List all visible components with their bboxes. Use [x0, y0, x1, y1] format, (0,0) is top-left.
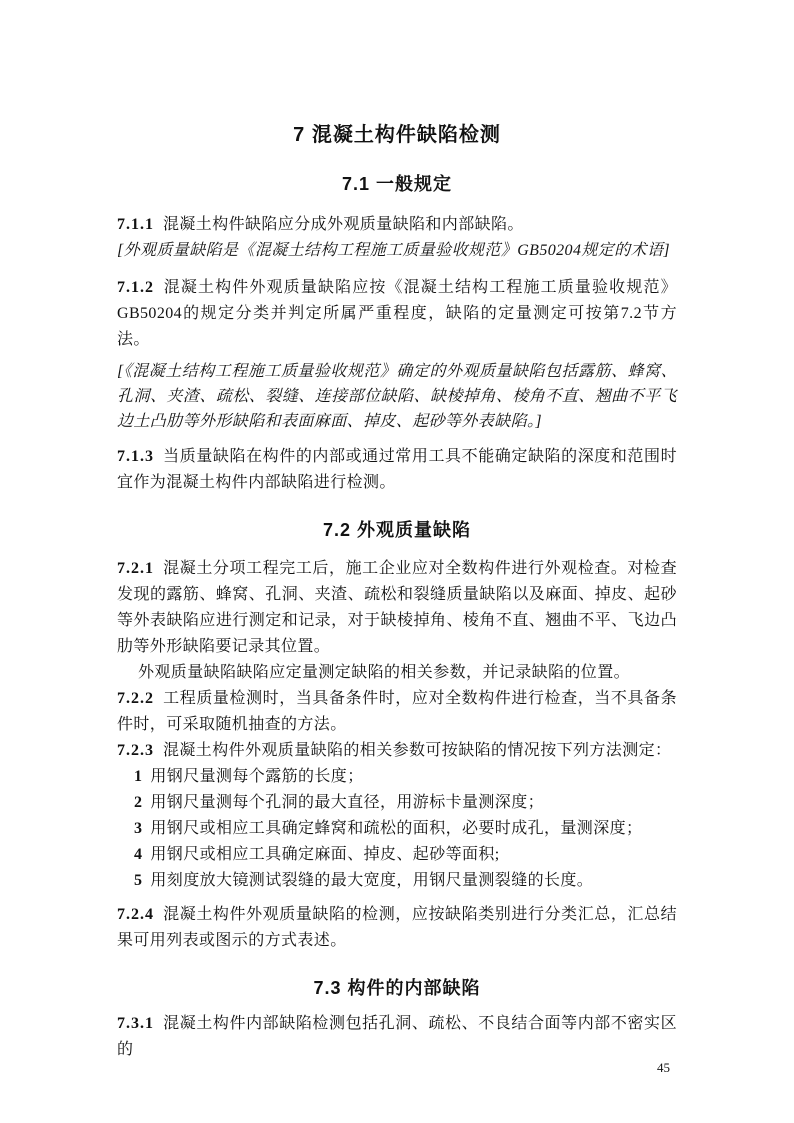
- clause-note-7-1-2: [《混凝土结构工程施工质量验收规范》确定的外观质量缺陷包括露筋、蜂窝、孔洞、夹渣、疏松、裂缝、连接部位缺陷、缺棱掉角、棱角不直、翘曲不平飞边土凸肋等外形缺陷和表面麻面、掉皮、起砂等外表缺陷。]: [117, 363, 677, 430]
- clause-7-2-1-subparagraph: 外观质量缺陷缺陷应定量测定缺陷的相关参数，并记录缺陷的位置。: [138, 664, 631, 681]
- clause-7-1-3: [117, 444, 677, 496]
- method-item-1: [117, 764, 677, 790]
- clause-text: 混凝土分项工程完工后，施工企业应对全数构件进行外观检查。对检查发现的露筋、蜂窝、孔洞、夹渣、疏松和裂缝质量缺陷以及麻面、掉皮、起砂等外表缺陷应进行测定和记录，对于缺棱掉角、棱角不直、翘曲不平、飞边凸肋等外形缺陷要记录其位置。: [117, 560, 677, 655]
- page-number: 45: [657, 1060, 670, 1075]
- clause-text: 混凝土构件缺陷应分成外观质量缺陷和内部缺陷。: [163, 216, 524, 233]
- chapter-title: 7 混凝土构件缺陷检测: [293, 124, 501, 146]
- clause-7-1-2: [117, 275, 677, 353]
- clause-number: 7.1.1: [117, 216, 154, 233]
- clause-text: 当质量缺陷在构件的内部或通过常用工具不能确定缺陷的深度和范围时宜作为混凝土构件内部缺陷进行检测。: [117, 448, 677, 491]
- clause-7-2-4: [117, 902, 677, 954]
- item-text: 用钢尺量测每个露筋的长度；: [150, 768, 364, 785]
- method-item-5: [117, 868, 677, 894]
- method-item-4: [117, 842, 677, 868]
- clause-number: 7.3.1: [117, 1015, 154, 1032]
- section-heading-7-3: 7.3 构件的内部缺陷: [313, 978, 481, 998]
- clause-note-7-1-1: [外观质量缺陷是《混凝土结构工程施工质量验收规范》GB50204规定的术语]: [117, 242, 670, 259]
- item-number: 3: [134, 820, 143, 837]
- clause-text: 混凝土构件外观质量缺陷应按《混凝土结构工程施工质量验收规范》GB50204的规定分类并判定所属严重程度，缺陷的定量测定可按第7.2节方法。: [117, 279, 677, 348]
- clause-text: 混凝土构件外观质量缺陷的检测，应按缺陷类别进行分类汇总，汇总结果可用列表或图示的方式表述。: [117, 906, 677, 949]
- item-text: 用钢尺或相应工具确定蜂窝和疏松的面积，必要时成孔，量测深度；: [150, 820, 643, 837]
- clause-number: 7.1.2: [117, 279, 154, 296]
- page-content: [117, 0, 677, 1063]
- item-number: 4: [134, 846, 143, 863]
- clause-number: 7.2.2: [117, 690, 154, 707]
- item-number: 1: [134, 768, 143, 785]
- item-number: 5: [134, 872, 143, 889]
- clause-number: 7.2.1: [117, 560, 154, 577]
- clause-7-2-3: [117, 738, 677, 764]
- clause-number: 7.1.3: [117, 448, 154, 465]
- clause-7-1-1: [117, 212, 677, 238]
- item-number: 2: [134, 794, 143, 811]
- clause-7-2-1: [117, 556, 677, 660]
- clause-7-3-1: [117, 1011, 677, 1063]
- clause-number: 7.2.4: [117, 906, 154, 923]
- clause-7-2-2: [117, 686, 677, 738]
- section-heading-7-1: 7.1 一般规定: [341, 174, 453, 194]
- clause-number: 7.2.3: [117, 742, 154, 759]
- method-item-2: [117, 790, 677, 816]
- item-text: 用钢尺或相应工具确定麻面、掉皮、起砂等面积;: [150, 846, 500, 863]
- clause-text: 工程质量检测时，当具备条件时，应对全数构件进行检查，当不具备条件时，可采取随机抽查的方法。: [117, 690, 677, 733]
- clause-text: 混凝土构件外观质量缺陷的相关参数可按缺陷的情况按下列方法测定：: [163, 742, 672, 759]
- section-heading-7-2: 7.2 外观质量缺陷: [322, 520, 472, 540]
- clause-text: 混凝土构件内部缺陷检测包括孔洞、疏松、不良结合面等内部不密实区的: [117, 1015, 677, 1058]
- item-text: 用钢尺量测每个孔洞的最大直径，用游标卡量测深度；: [150, 794, 545, 811]
- method-item-3: [117, 816, 677, 842]
- item-text: 用刻度放大镜测试裂缝的最大宽度，用钢尺量测裂缝的长度。: [150, 872, 594, 889]
